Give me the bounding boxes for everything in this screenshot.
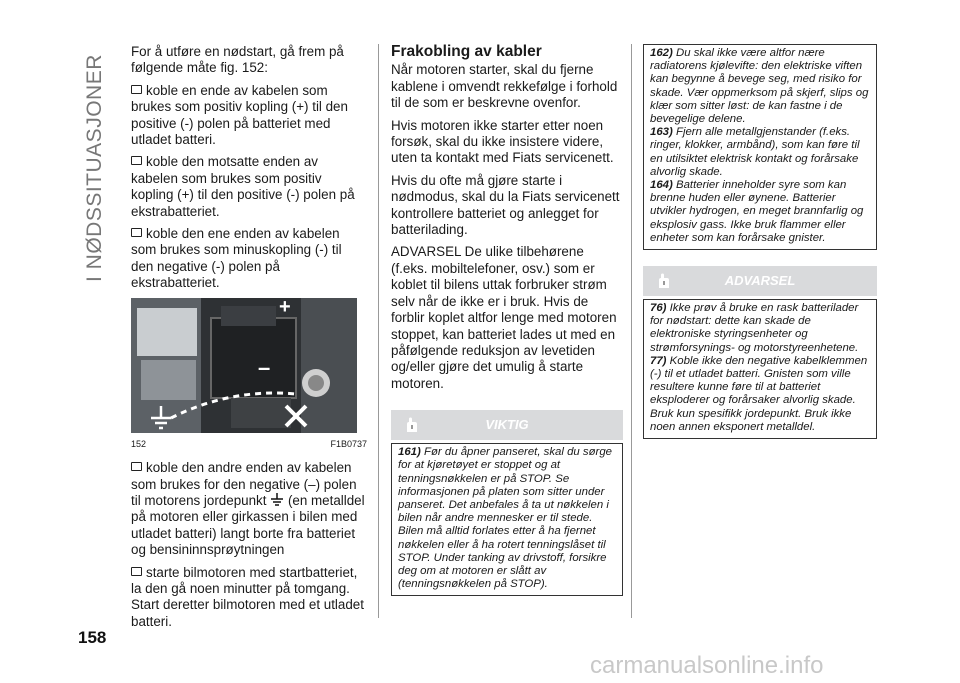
step-item: koble den motsatte enden av kabelen som brukes som positiv kopling (+) til den positive (-) polen på ekstrabatteriet.: [131, 154, 355, 219]
warning-item: 76) Ikke prøv å bruke en rask batterilader for nødstart: dette kan skade de elektroniske styringsenheter og strømforsynings- og motorstyreenhetene.: [650, 302, 859, 354]
notice-banner: [391, 410, 623, 440]
page-number: 158: [78, 628, 107, 647]
column-divider: [378, 44, 379, 618]
warning-banner: [643, 266, 877, 296]
checkbox-icon: [131, 228, 142, 237]
column-1: [131, 44, 367, 636]
warning-box: [643, 299, 877, 439]
checkbox-icon: [131, 462, 142, 471]
notice-title: VIKTIG: [485, 416, 529, 432]
caution-item: 162) Du skal ikke være altfor nære radiatorens kjølevifte: den elektriske viften kan begynne å bevege seg, med risiko for skade. Vær oppmerksom på skjerf, slips og klær som sitter løst: de kan fastne i de bevegelige delene.: [650, 47, 869, 126]
paragraph: Hvis motoren ikke starter etter noen forsøk, skal du ikke insistere videre, uten ta kontakt med Fiats servicenett.: [391, 117, 614, 166]
paragraph: Hvis du ofte må gjøre starte i nødmodus, skal du la Fiats servicenett kontrollere batteriet og anlegget for batterilading.: [391, 172, 620, 238]
paragraph: Når motoren starter, skal du fjerne kablene i omvendt rekkefølge i forhold til de som er beskrevne ovenfor.: [391, 62, 618, 111]
hand-warning-icon: [655, 272, 673, 290]
column-3: [643, 44, 877, 439]
column-2: [391, 44, 623, 596]
caution-item: 164) Batterier inneholder syre som kan brenne huden eller øynene. Batterier utvikler hydrogen, en meget brannfarlig og eksplosiv gass. Ikke bruk flammer eller enheter som kan forårsake gnister.: [650, 179, 864, 244]
caution-box: [643, 44, 877, 250]
warning-title: ADVARSEL: [724, 272, 796, 288]
caution-item: 163) Fjern alle metallgjenstander (f.eks. ringer, klokker, armbånd), som kan føre til en utilsiktet elektrisk kontakt og forårsake alvorlig skade.: [650, 126, 860, 178]
column-divider: [631, 44, 632, 618]
step-item: koble den ene enden av kabelen som brukes som minuskopling (-) til den negative (-) polen på ekstrabatteriet.: [131, 226, 342, 291]
notice-box: [391, 443, 623, 596]
svg-text:+: +: [279, 297, 291, 318]
step-item: koble en ende av kabelen som brukes som positiv kopling (+) til den positive (-) polen på batteriet med utladet batteri.: [131, 82, 348, 148]
section-heading: Frakobling av kabler: [391, 43, 542, 60]
step-item: starte bilmotoren med startbatteriet, la den gå noen minutter på tomgang. Start deretter bilmotoren med et utladet batteri.: [131, 564, 364, 629]
step-item: koble den andre enden av kabelen som brukes for den negative (–) polen til motorens jordepunkt (en metalldel på motoren eller girkassen i bilen med utladet batteri) langt borte fra batteriet og bensininnsprøytningen: [131, 460, 365, 558]
figure-code: F1B0737: [330, 438, 367, 449]
checkbox-icon: [131, 567, 142, 576]
intro-text: For å utføre en nødstart, gå frem på følgende måte fig. 152:: [131, 44, 344, 76]
paragraph: ADVARSEL De ulike tilbehørene (f.eks. mobiltelefoner, osv.) som er koblet til bilens uttak forbruker strøm selv når de ikke er i bruk. Hvis de forblir koplet altfor lenge med motoren stoppet, kan batteriet lades ut med en påfølgende reduksjon av levetiden og/eller gjøre det umulig å starte motoren.: [391, 244, 617, 391]
footer-watermark: carmanualsonline.info: [590, 652, 824, 679]
notice-item: 161) Før du åpner panseret, skal du sørge for at kjøretøyet er stoppet og at tenningsnøkkelen er på STOP. Se informasjonen på platen som sitter under panseret. Det anbefales å ta ut nøkkelen i bilen når andre mennesker er til stede. Bilen må alltid forlates etter å ha fjernet nøkkelen eller å ha rotert tenningslåset til STOP. Under tanking av drivstoff, forsikre deg om at motoren er slått av (tenningsnøkkelen på STOP).: [398, 446, 613, 591]
warning-item: 77) Koble ikke den negative kabelklemmen (-) til et utladet batteri. Gnisten som ville resultere kunne føre til at batteriet eksploderer og forårsaker alvorlig skade. Bruk kun spesifikk jordepunkt. Bruk ikke noen annen eksponert metalldel.: [650, 354, 868, 433]
hand-warning-icon: [403, 416, 421, 434]
section-side-title: I NØDSSITUASJONER: [83, 54, 106, 282]
engine-bay-photo: [131, 298, 357, 433]
checkbox-icon: [131, 85, 142, 94]
checkbox-icon: [131, 156, 142, 165]
figure-number: 152: [131, 438, 147, 449]
svg-text:–: –: [258, 354, 271, 380]
figure-caption: [131, 436, 367, 452]
ground-icon: [270, 493, 284, 507]
